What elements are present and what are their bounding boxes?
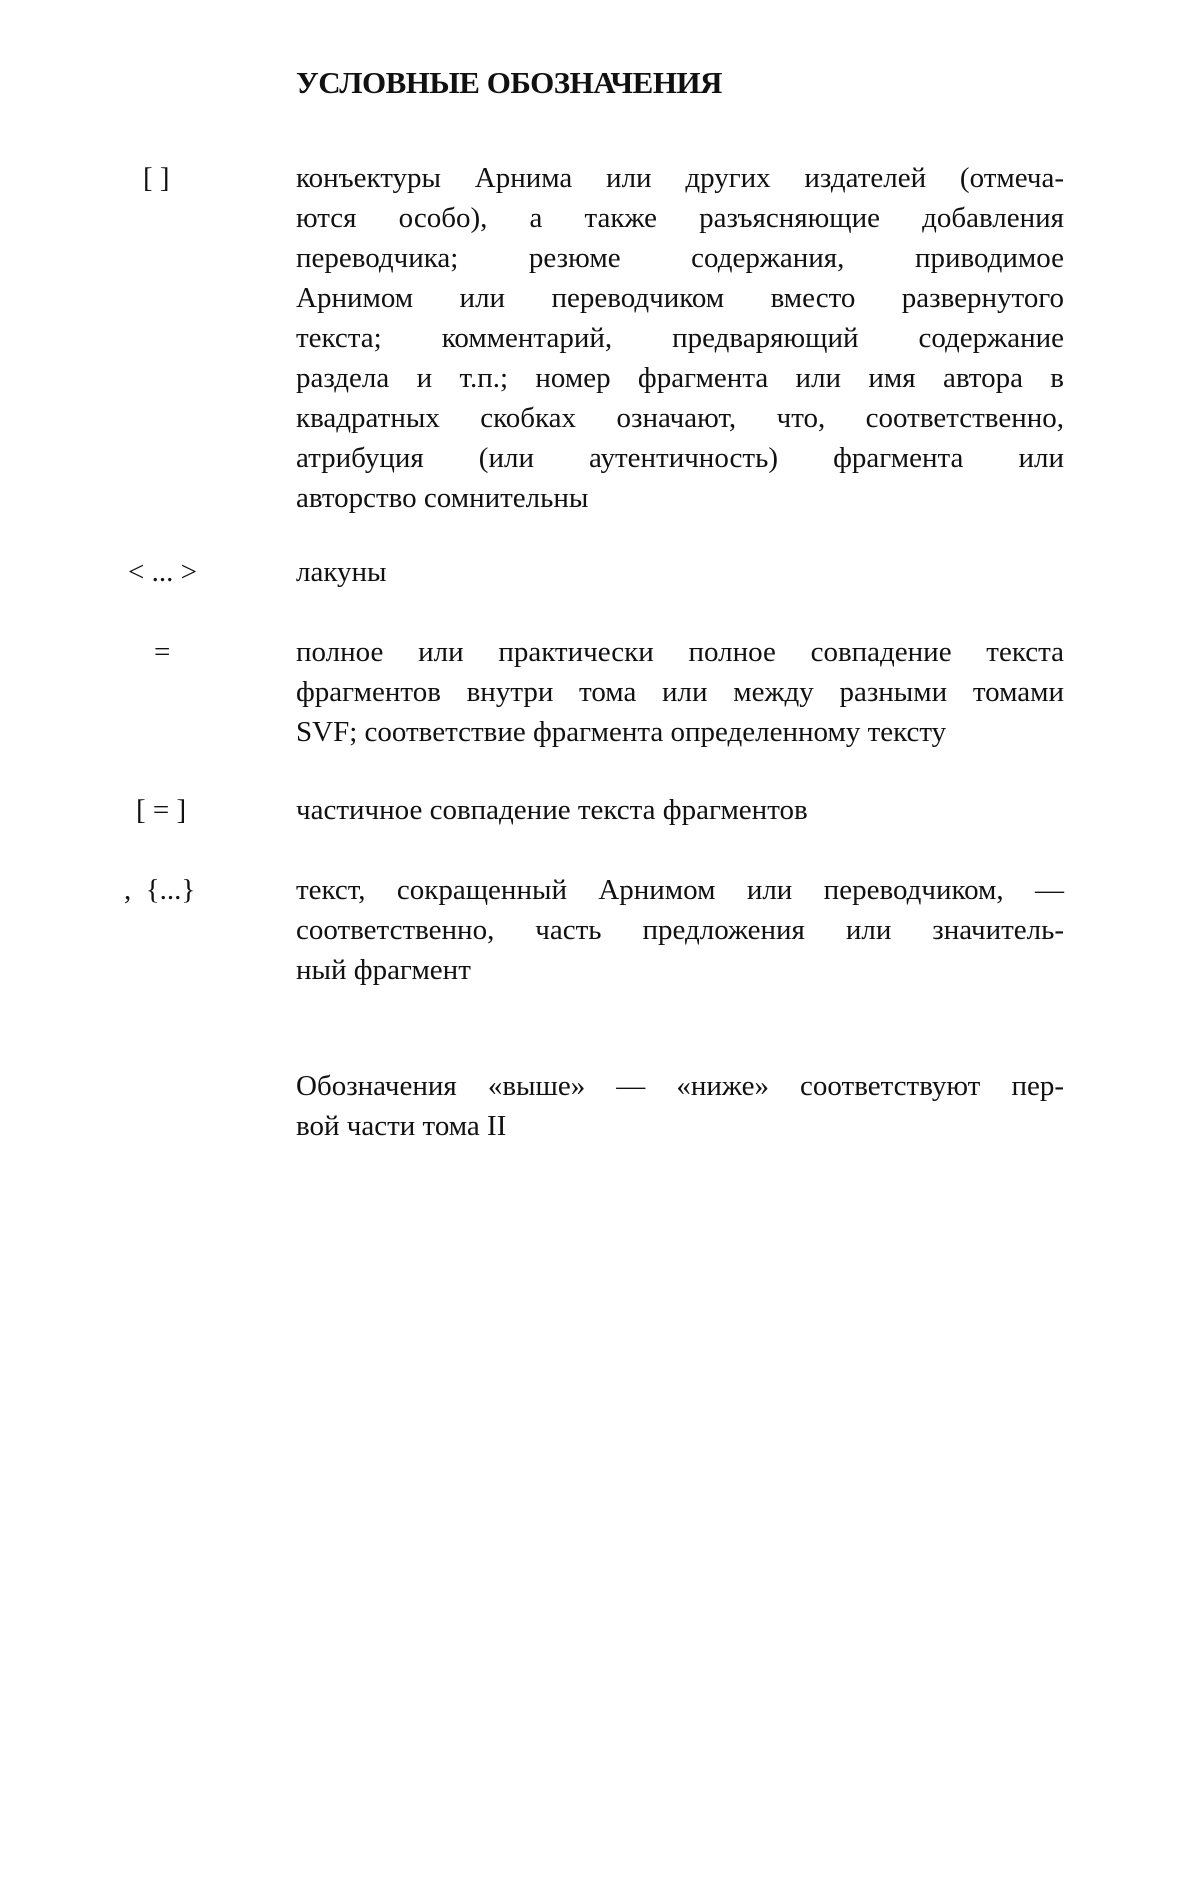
definition-line: Арнимом или переводчиком вместо развернутого [296,282,1064,314]
symbol-braces: , {...} [124,874,196,906]
definition-line: текста; комментарий, предваряющий содержание [296,322,1064,354]
symbol-square-brackets: [ ] [143,162,170,194]
note-line: Обозначения «выше» — «ниже» соответствуют пер- [296,1070,1064,1102]
definition-line: частичное совпадение текста фрагментов [296,794,808,826]
note-line: вой части тома II [296,1110,507,1142]
definition-square-brackets [296,158,1064,518]
definition-line: SVF; соответствие фрагмента определенному тексту [296,716,947,748]
definition-line: ный фрагмент [296,954,471,986]
definition-line: авторство сомнительны [296,482,589,514]
definition-line: фрагментов внутри тома или между разными томами [296,676,1064,708]
definition-braces [296,870,1064,990]
note-paragraph [296,1066,1064,1146]
definition-bracketed-equals [296,790,1064,830]
definition-line: полное или практически полное совпадение текста [296,636,1064,668]
definition-line: ются особо), а также разъясняющие добавления [296,202,1064,234]
definition-line: раздела и т.п.; номер фрагмента или имя автора в [296,362,1064,394]
symbol-angle-brackets: < ... > [128,556,197,588]
symbol-equals: = [154,636,171,668]
definition-equals [296,632,1064,752]
definition-line: переводчика; резюме содержания, приводимое [296,242,1064,274]
definition-line: лакуны [296,556,387,588]
definition-angle-brackets [296,552,1064,592]
definition-line: атрибуция (или аутентичность) фрагмента или [296,442,1064,474]
page-title: УСЛОВНЫЕ ОБОЗНАЧЕНИЯ [296,65,722,100]
definition-line: текст, сокращенный Арнимом или переводчиком, — [296,874,1064,906]
symbol-bracketed-equals: [ = ] [136,794,187,826]
definition-line: квадратных скобках означают, что, соответственно, [296,402,1064,434]
definition-line: соответственно, часть предложения или значитель- [296,914,1064,946]
definition-line: конъектуры Арнима или других издателей (отмеча- [296,162,1064,194]
